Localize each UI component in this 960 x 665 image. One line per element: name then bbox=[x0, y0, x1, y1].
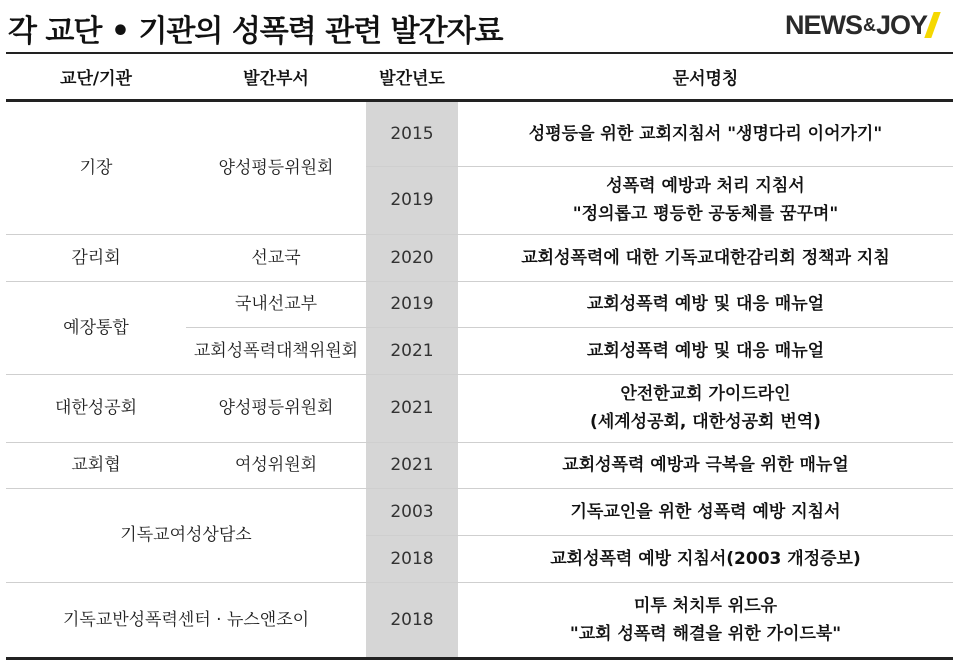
cell-year: 2021 bbox=[366, 327, 458, 374]
table-row bbox=[6, 582, 953, 658]
cell-year: 2021 bbox=[366, 374, 458, 442]
cell-org: 기장 bbox=[6, 100, 186, 234]
doc-line: 교회성폭력 예방 및 대응 매뉴얼 bbox=[586, 340, 825, 361]
cell-org: 기독교반성폭력센터 · 뉴스앤조이 bbox=[6, 582, 366, 658]
cell-org: 예장통합 bbox=[6, 281, 186, 374]
table-row bbox=[6, 100, 953, 166]
cell-dept: 양성평등위원회 bbox=[186, 100, 366, 234]
doc-line: 교회성폭력 예방 및 대응 매뉴얼 bbox=[586, 294, 825, 314]
cell-dept: 국내선교부 bbox=[186, 281, 366, 327]
doc-line: 교회성폭력 예방과 극복을 위한 매뉴얼 bbox=[562, 455, 849, 475]
cell-doc bbox=[458, 234, 953, 281]
header-doc: 문서명칭 bbox=[458, 53, 953, 100]
cell-org: 감리회 bbox=[6, 234, 186, 281]
cell-doc bbox=[458, 281, 953, 327]
cell-org: 교회협 bbox=[6, 442, 186, 488]
doc-line: 성평등을 위한 교회지침서 "생명다리 이어가기" bbox=[528, 123, 883, 144]
doc-line: 교회성폭력 예방 지침서(2003 개정증보) bbox=[550, 548, 861, 569]
header-org: 교단/기관 bbox=[6, 53, 186, 100]
cell-year: 2019 bbox=[366, 166, 458, 234]
cell-doc bbox=[458, 535, 953, 582]
cell-org: 대한성공회 bbox=[6, 374, 186, 442]
cell-doc bbox=[458, 582, 953, 658]
doc-line: 기독교인을 위한 성폭력 예방 지침서 bbox=[570, 501, 841, 522]
header-year: 발간년도 bbox=[366, 53, 458, 100]
logo-news: NEWS bbox=[784, 10, 862, 40]
table-row bbox=[6, 374, 953, 442]
cell-year: 2003 bbox=[366, 488, 458, 535]
cell-year: 2019 bbox=[366, 281, 458, 327]
doc-line: 교회성폭력에 대한 기독교대한감리회 정책과 지침 bbox=[521, 247, 890, 268]
table-row bbox=[6, 488, 953, 535]
cell-dept: 여성위원회 bbox=[186, 442, 366, 488]
cell-doc bbox=[458, 374, 953, 442]
doc-line: "정의롭고 평등한 공동체를 꿈꾸며" bbox=[572, 204, 839, 224]
cell-doc bbox=[458, 488, 953, 535]
cell-doc bbox=[458, 166, 953, 234]
doc-line: (세계성공회, 대한성공회 번역) bbox=[590, 412, 821, 432]
logo-joy: JOY bbox=[875, 10, 927, 40]
cell-dept: 양성평등위원회 bbox=[186, 374, 366, 442]
table-row bbox=[6, 442, 953, 488]
doc-line: 미투 처치투 위드유 bbox=[633, 595, 778, 616]
newsnjoy-logo bbox=[785, 10, 936, 41]
doc-line: "교회 성폭력 해결을 위한 가이드북" bbox=[569, 623, 842, 644]
cell-doc bbox=[458, 327, 953, 374]
page-title: 각 교단 • 기관의 성폭력 관련 발간자료 bbox=[8, 14, 503, 49]
doc-line: 안전한교회 가이드라인 bbox=[620, 384, 791, 404]
cell-year: 2020 bbox=[366, 234, 458, 281]
cell-doc bbox=[458, 100, 953, 166]
cell-dept: 선교국 bbox=[186, 234, 366, 281]
publications-table bbox=[6, 52, 953, 660]
doc-line: 성폭력 예방과 처리 지침서 bbox=[606, 176, 805, 196]
cell-year: 2018 bbox=[366, 582, 458, 658]
table-row bbox=[6, 281, 953, 327]
table-row bbox=[6, 234, 953, 281]
cell-org: 기독교여성상담소 bbox=[6, 488, 366, 582]
cell-year: 2015 bbox=[366, 100, 458, 166]
cell-doc bbox=[458, 442, 953, 488]
cell-year: 2018 bbox=[366, 535, 458, 582]
cell-dept: 교회성폭력대책위원회 bbox=[186, 327, 366, 374]
header-dept: 발간부서 bbox=[186, 53, 366, 100]
cell-year: 2021 bbox=[366, 442, 458, 488]
table-header-row bbox=[6, 53, 953, 100]
logo-amp: & bbox=[862, 15, 875, 35]
